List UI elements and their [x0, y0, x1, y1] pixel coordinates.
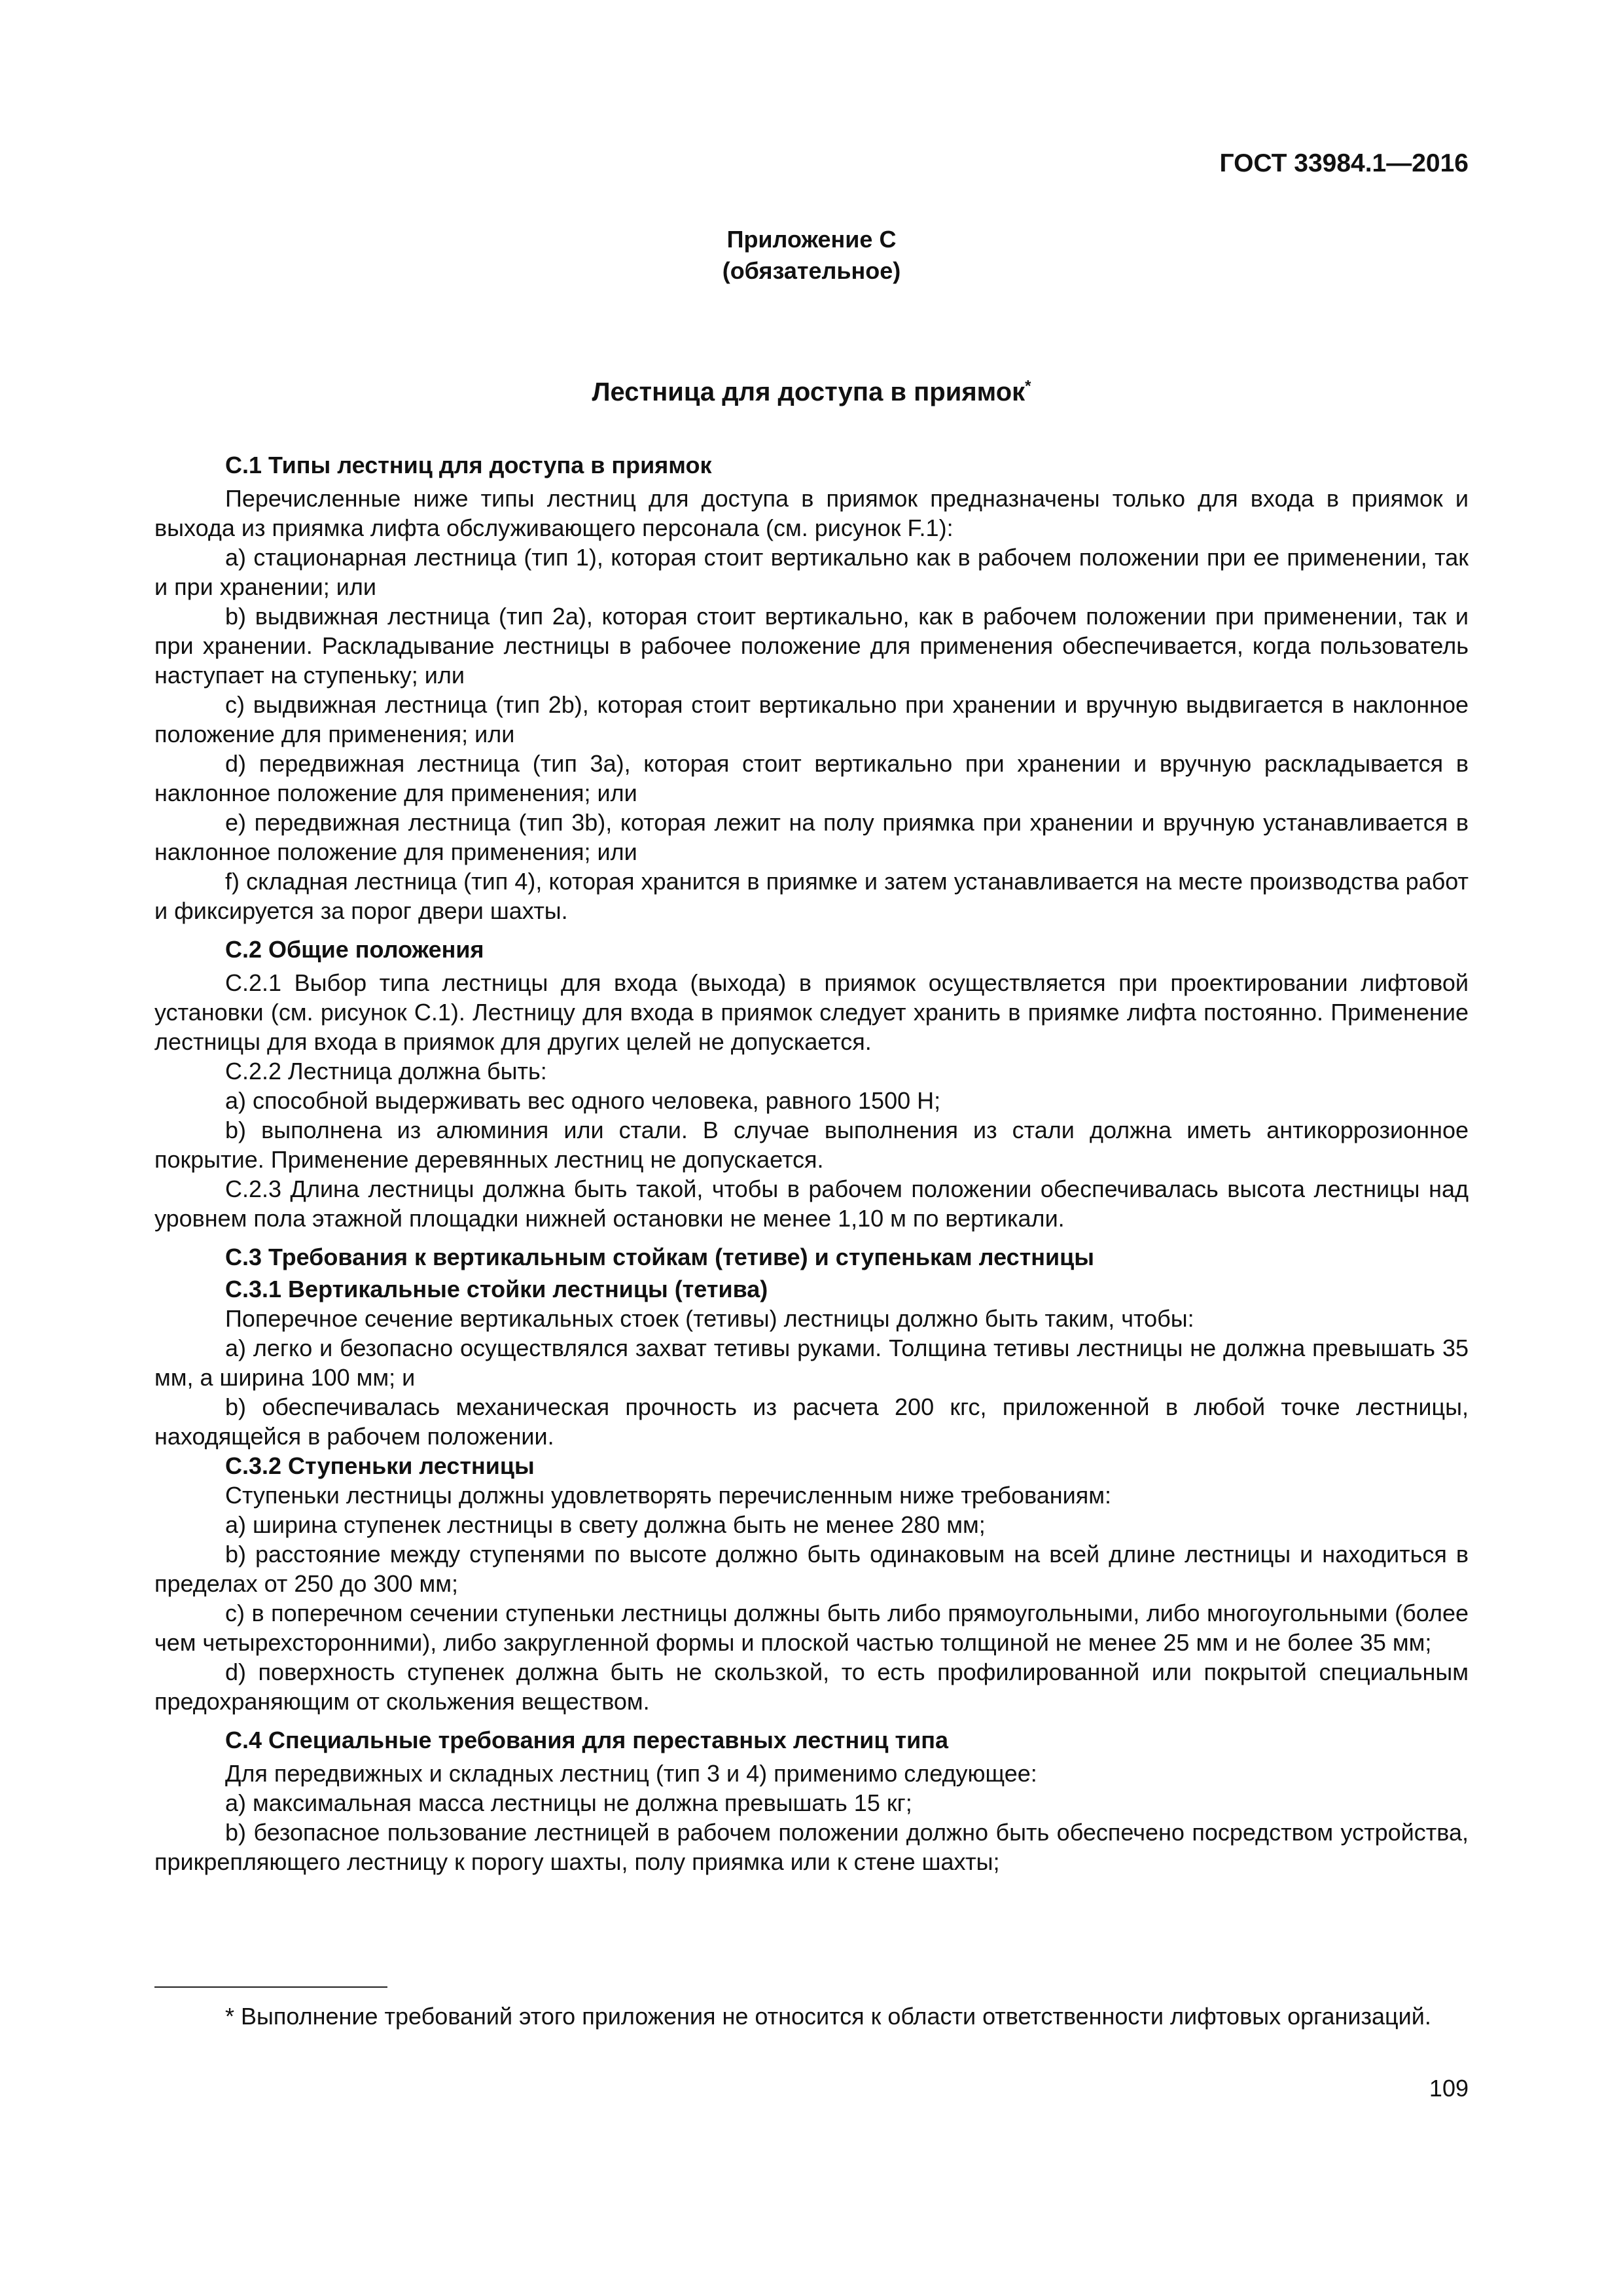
- section-c4-intro: Для передвижных и складных лестниц (тип 3 и 4) применимо следующее:: [225, 1760, 1037, 1787]
- section-c3-2-heading: С.3.2 Ступеньки лестницы: [225, 1452, 535, 1479]
- section-c2-2-item-a: a) способной выдерживать вес одного человека, равного 1500 Н;: [225, 1087, 941, 1114]
- section-c2-2-item-b: b) выполнена из алюминия или стали. В случае выполнения из стали должна иметь антикоррозионное покрытие. Применение деревянных лестниц не допускается.: [154, 1117, 1469, 1173]
- section-c3-1-item-a: a) легко и безопасно осуществлялся захват тетивы руками. Толщина тетивы лестницы не должна превышать 35 мм, а ширина 100 мм; и: [154, 1335, 1469, 1391]
- section-c1-item-a: a) стационарная лестница (тип 1), которая стоит вертикально как в рабочем положении при ее применении, так и при хранении; или: [154, 544, 1469, 600]
- annex-title: Приложение С: [726, 226, 897, 253]
- section-c4-item-b: b) безопасное пользование лестницей в рабочем положении должно быть обеспечено посредством устройства, прикрепляющего лестницу к порогу шахты, полу приямка или к стене шахты;: [154, 1819, 1469, 1875]
- document-code: ГОСТ 33984.1—2016: [1219, 149, 1469, 177]
- annex-label: [0, 224, 1623, 287]
- page-number: 109: [1429, 2075, 1469, 2102]
- section-c3-2-item-a: a) ширина ступенек лестницы в свету должна быть не менее 280 мм;: [225, 1511, 986, 1538]
- footnote-separator: [154, 1986, 387, 1988]
- footnote-marker: *: [1025, 377, 1031, 395]
- document-body: [154, 450, 1469, 1876]
- section-c1-item-e: e) передвижная лестница (тип 3b), которая лежит на полу приямка при хранении и вручную устанавливается в наклонное положение для применения; или: [154, 809, 1469, 865]
- annex-status: (обязательное): [722, 257, 901, 284]
- page-title: [0, 376, 1623, 408]
- section-c1-heading: С.1 Типы лестниц для доступа в приямок: [225, 452, 712, 478]
- section-c3-2-item-c: c) в поперечном сечении ступеньки лестницы должны быть либо прямоугольными, либо многоугольными (более чем четырехсторонними), либо закругленной формы и плоской частью толщиной не менее 25 мм и не более 35 мм;: [154, 1600, 1469, 1656]
- section-c2-3: С.2.3 Длина лестницы должна быть такой, чтобы в рабочем положении обеспечивалась высота лестницы над уровнем пола этажной площадки нижней остановки не менее 1,10 м по вертикали.: [154, 1175, 1469, 1232]
- section-c3-2-item-b: b) расстояние между ступенями по высоте должно быть одинаковым на всей длине лестницы и находиться в пределах от 250 до 300 мм;: [154, 1541, 1469, 1597]
- section-c2-2: С.2.2 Лестница должна быть:: [225, 1058, 547, 1085]
- section-c4-item-a: a) максимальная масса лестницы не должна превышать 15 кг;: [225, 1789, 912, 1816]
- section-c3-2-intro: Ступеньки лестницы должны удовлетворять перечисленным ниже требованиям:: [225, 1482, 1112, 1509]
- section-c1-item-f: f) складная лестница (тип 4), которая хранится в приямке и затем устанавливается на месте производства работ и фиксируется за порог двери шахты.: [154, 868, 1469, 924]
- section-c4-heading: С.4 Специальные требования для переставных лестниц типа: [225, 1727, 949, 1753]
- section-c3-1-item-b: b) обеспечивалась механическая прочность из расчета 200 кгс, приложенной в любой точке лестницы, находящейся в рабочем положении.: [154, 1393, 1469, 1450]
- section-c1-intro: Перечисленные ниже типы лестниц для доступа в приямок предназначены только для входа в приямок и выхода из приямка лифта обслуживающего персонала (см. рисунок F.1):: [154, 485, 1469, 541]
- section-c3-1-intro: Поперечное сечение вертикальных стоек (тетивы) лестницы должно быть таким, чтобы:: [225, 1305, 1194, 1332]
- footnote: * Выполнение требований этого приложения не относится к области ответственности лифтовых организаций.: [225, 2003, 1431, 2030]
- section-c1-item-d: d) передвижная лестница (тип 3а), которая стоит вертикально при хранении и вручную раскладывается в наклонное положение для применения; или: [154, 750, 1469, 806]
- section-c2-1: С.2.1 Выбор типа лестницы для входа (выхода) в приямок осуществляется при проектировании лифтовой установки (см. рисунок С.1). Лестницу для входа в приямок следует хранить в приямке лифта постоянно. Применение лестницы для входа в приямок для других целей не допускается.: [154, 969, 1469, 1055]
- section-c1-item-b: b) выдвижная лестница (тип 2а), которая стоит вертикально, как в рабочем положении при применении, так и при хранении. Раскладывание лестницы в рабочее положение для применения обеспечивается, когда пользователь наступает на ступеньку; или: [154, 603, 1469, 689]
- section-c1-item-c: c) выдвижная лестница (тип 2b), которая стоит вертикально при хранении и вручную выдвигается в наклонное положение для применения; или: [154, 691, 1469, 747]
- section-c3-heading: С.3 Требования к вертикальным стойкам (тетиве) и ступенькам лестницы: [225, 1244, 1095, 1270]
- section-c3-2-item-d: d) поверхность ступенек должна быть не скользкой, то есть профилированной или покрытой специальным предохраняющим от скольжения веществом.: [154, 1659, 1469, 1715]
- section-c2-heading: С.2 Общие положения: [225, 936, 484, 963]
- page-title-text: Лестница для доступа в приямок: [592, 378, 1026, 406]
- section-c3-1-heading: С.3.1 Вертикальные стойки лестницы (тетива): [225, 1276, 768, 1302]
